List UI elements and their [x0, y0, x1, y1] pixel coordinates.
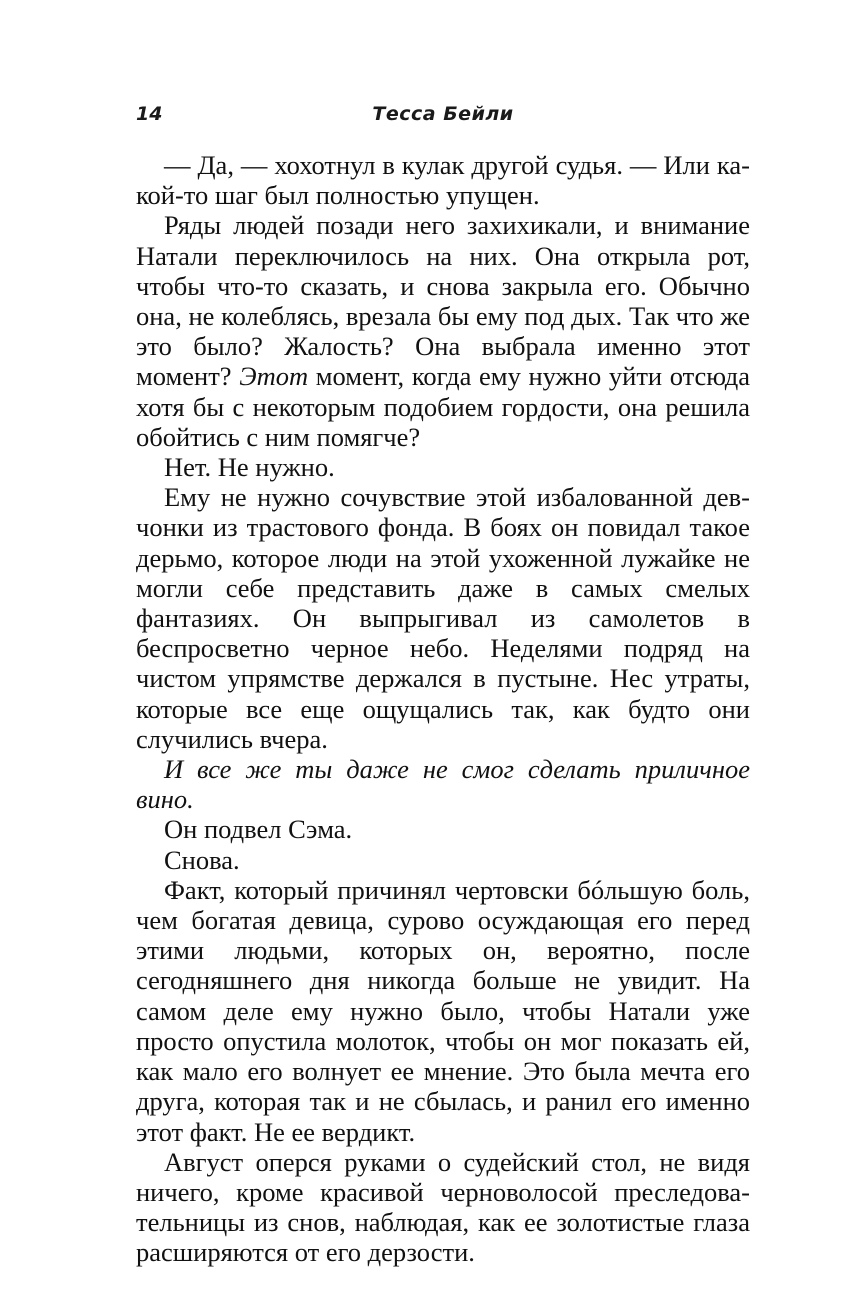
paragraph-text: момент, когда ему нужно уйти отсюда хотя бы с некоторым подобием гордости, она решила обойтись с ним помягче?	[136, 361, 751, 452]
emphasis-text: Этот	[239, 361, 309, 392]
paragraph: — Да, — хохотнул в кулак другой судья. — Или какой-то шаг был полностью упущен.	[136, 150, 750, 211]
paragraph-text: Ряды людей позади него захихикали, и внимание Натали переключилось на них. Она открыла рот, чтобы что-то сказать, и снова закрыла его. Обычно она, не колеблясь, врезала бы ему под дых. Так что же это было? Жалость? Она выбрала именно этот момент?	[136, 210, 750, 392]
body-text	[136, 150, 750, 1268]
page-number: 14	[136, 103, 163, 125]
paragraph: Факт, который причинял чертовски бóльшую боль, чем богатая девица, сурово осуждающая его перед этими людьми, которых он, вероятно, после сегодняшнего дня никогда больше не увидит. На самом деле ему нужно было, чтобы Натали уже просто опустила молоток, чтобы он мог показать ей, как мало его волнует ее мнение. Это была мечта его друга, которая так и не сбылась, и ранил его именно этот факт. Не ее вердикт.	[136, 874, 750, 1147]
paragraph: Снова.	[164, 844, 240, 875]
paragraph-italic: И все же ты даже не смог сделать приличное вино.	[136, 754, 750, 815]
paragraph: Он подвел Сэма.	[164, 814, 353, 845]
running-head	[136, 103, 750, 133]
paragraph	[136, 210, 750, 452]
book-author: Тесса Бейли	[372, 103, 514, 125]
paragraph: Ему не нужно сочувствие этой избалованной девчонки из трастового фонда. В боях он повидал такое дерьмо, которое люди на этой ухоженной лужайке не могли себе представить даже в самых смелых фантазиях. Он выпрыгивал из самолетов в беспросветно черное небо. Неделями подряд на чистом упрямстве держался в пустыне. Нес утраты, которые все еще ощущались так, как будто они случились вчера.	[136, 482, 750, 754]
paragraph: Нет. Не нужно.	[164, 452, 335, 483]
paragraph: Август оперся руками о судейский стол, не видя ничего, кроме красивой черноволосой преследовательницы из снов, наблюдая, как ее золотистые глаза расширяются от его дерзости.	[136, 1146, 750, 1268]
